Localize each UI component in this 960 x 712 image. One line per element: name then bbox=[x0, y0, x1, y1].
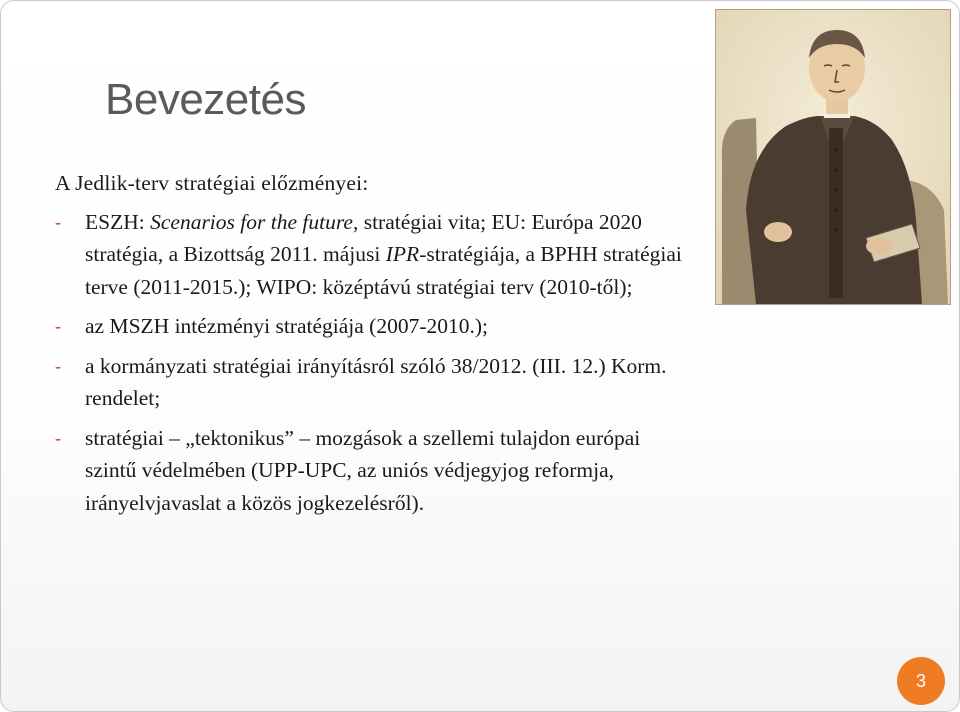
bullet-list bbox=[55, 206, 695, 520]
bullet-text: az MSZH intézményi stratégiája (2007-2010.); bbox=[85, 314, 489, 338]
bullet-dash: - bbox=[55, 355, 61, 376]
bullet-text-italic: Scenarios for the future bbox=[150, 209, 353, 234]
left-hand bbox=[764, 222, 792, 242]
list-item bbox=[55, 350, 695, 415]
intro-text: A Jedlik-terv stratégiai előzményei: bbox=[55, 171, 369, 195]
page-number-badge: 3 bbox=[897, 657, 945, 705]
bullet-dash: - bbox=[55, 316, 61, 336]
bullet-text: a kormányzati stratégiai irányításról szóló 38/2012. (III. 12.) Korm. rendelet; bbox=[85, 353, 667, 410]
list-item bbox=[55, 422, 695, 520]
bullet-dash: - bbox=[55, 427, 61, 448]
bullet-dash: - bbox=[55, 211, 61, 232]
slide-title: Bevezetés bbox=[105, 75, 306, 124]
coat-front bbox=[829, 128, 843, 298]
bullet-text: stratégiai – „tektonikus” – mozgások a szellemi tulajdon európai szintű védelmében (UPP-UPC, az uniós védjegyjog reformja, irányelvjavaslat a közös jogkezelésről). bbox=[85, 425, 641, 515]
portrait-image bbox=[715, 9, 951, 305]
bullet-text-part: -stratégiája, a BPHH stratégiai terve (2011-2015.); WIPO: középtávú stratégiai terv (2010-től); bbox=[85, 242, 682, 299]
bullet-text-italic: IPR bbox=[385, 242, 420, 266]
right-hand bbox=[866, 237, 894, 255]
portrait-illustration bbox=[716, 10, 950, 304]
bullet-text-part: ESZH: bbox=[85, 209, 151, 234]
slide-body bbox=[55, 167, 695, 526]
bullet-text bbox=[85, 210, 682, 299]
bullet-text-part: , stratégiai vita; EU: Európa 2020 stratégia, a Bizottság 2011. májusi bbox=[85, 209, 642, 266]
list-item bbox=[55, 310, 695, 343]
list-item bbox=[55, 206, 695, 304]
